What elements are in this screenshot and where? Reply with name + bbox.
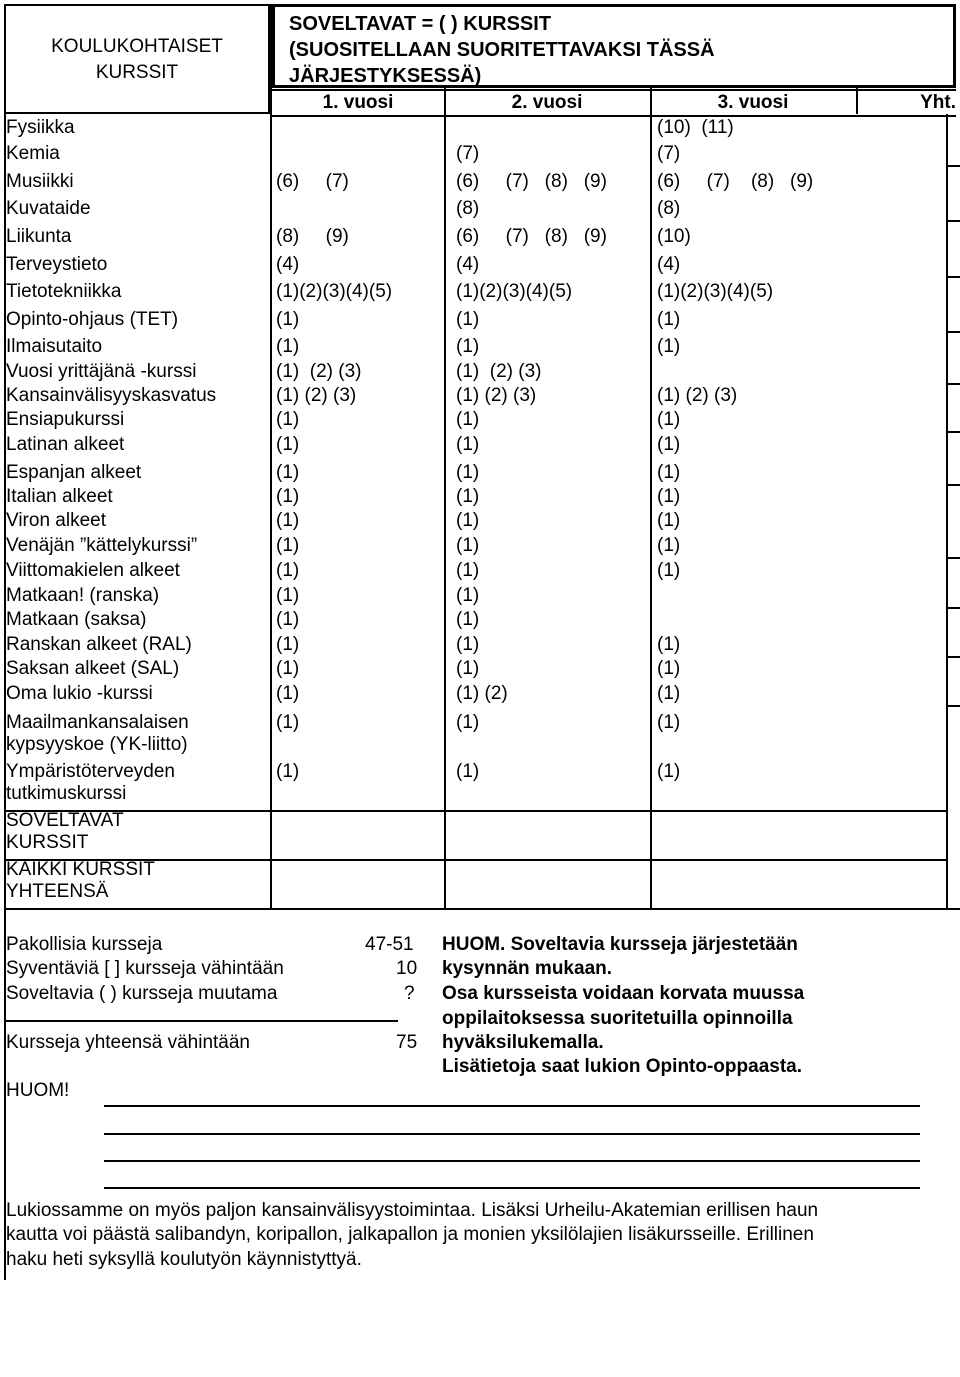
year2-cell: (6) (7) (8) (9): [456, 226, 607, 247]
note-line1: HUOM. Soveltavia kursseja järjestetään: [442, 934, 798, 955]
course-row: [0, 117, 960, 141]
year2-cell: (1): [456, 535, 480, 556]
course-row: [0, 385, 960, 409]
year3-cell: (1) (2) (3): [657, 385, 738, 406]
year3-cell: (6) (7) (8) (9): [657, 171, 814, 192]
year1-cell: (1): [276, 486, 300, 507]
year2-cell: (1): [456, 336, 480, 357]
year3-cell: (1): [657, 434, 681, 455]
applied-courses-label: Soveltavia ( ) kursseja muutama: [6, 983, 278, 1004]
year2-cell: (1): [456, 510, 480, 531]
applied-courses-value: ?: [404, 983, 415, 1004]
total-courses-label: Kursseja yhteensä vähintään: [6, 1032, 250, 1053]
year1-cell: (8) (9): [276, 226, 349, 247]
year2-cell: (1) (2) (3): [456, 385, 537, 406]
year2-cell: (1): [456, 585, 480, 606]
year2-cell: (1): [456, 409, 480, 430]
year3-cell: (1)(2)(3)(4)(5): [657, 281, 774, 302]
course-name: Ranskan alkeet (RAL): [6, 634, 192, 655]
total-entry-line[interactable]: [947, 276, 960, 278]
course-name: Venäjän ”kättelykurssi”: [6, 535, 198, 556]
course-name: Kansainvälisyyskasvatus: [6, 385, 217, 406]
course-row: [0, 560, 960, 584]
course-name: Liikunta: [6, 226, 72, 247]
year1-cell: (1): [276, 535, 300, 556]
course-name: Viittomakielen alkeet: [6, 560, 180, 581]
year3-cell: (1): [657, 683, 681, 704]
course-name: Saksan alkeet (SAL): [6, 658, 180, 679]
year2-cell: (6) (7) (8) (9): [456, 171, 607, 192]
footer-line3: haku heti syksyllä koulutyön käynnistyttyä.: [6, 1249, 362, 1270]
sum-underline: [6, 1020, 398, 1022]
course-row: [0, 171, 960, 195]
year3-cell: (1): [657, 658, 681, 679]
course-row: [0, 281, 960, 305]
notes-line-1[interactable]: [104, 1105, 920, 1107]
grand-total-row: [0, 859, 960, 909]
year1-cell: (1): [276, 761, 300, 782]
note-line2: kysynnän mukaan.: [442, 958, 613, 979]
footer-line1: Lukiossamme on myös paljon kansainvälisyystoimintaa. Lisäksi Urheilu-Akatemian erillisen haun: [6, 1200, 819, 1221]
header-right-line3: JÄRJESTYKSESSÄ): [289, 65, 482, 87]
year3-cell: (1): [657, 510, 681, 531]
year3-cell: (1): [657, 486, 681, 507]
year1-cell: (1): [276, 462, 300, 483]
course-name: Viron alkeet: [6, 510, 106, 531]
notes-line-2[interactable]: [104, 1133, 920, 1135]
year2-cell: (8): [456, 198, 480, 219]
year3-header: 3. vuosi: [650, 89, 856, 117]
course-row: [0, 434, 960, 458]
course-name: Matkaan! (ranska): [6, 585, 160, 606]
year1-cell: (1): [276, 434, 300, 455]
year1-cell: (1): [276, 309, 300, 330]
year1-cell: (1): [276, 658, 300, 679]
year3-cell: (1): [657, 560, 681, 581]
applied-total-row: [0, 810, 960, 860]
year3-cell: (1): [657, 535, 681, 556]
year1-cell: (1): [276, 585, 300, 606]
year3-cell: (10) (11): [657, 117, 734, 138]
table-bottom-border: [4, 908, 960, 910]
year1-cell: (4): [276, 254, 300, 275]
applied-total-label: SOVELTAVAT KURSSIT: [6, 810, 124, 853]
course-row: [0, 585, 960, 609]
year3-cell: (1): [657, 336, 681, 357]
year3-cell: (1): [657, 409, 681, 430]
course-name: Latinan alkeet: [6, 434, 125, 455]
year1-cell: (1): [276, 609, 300, 630]
advanced-courses-label: Syventäviä [ ] kursseja vähintään: [6, 958, 284, 979]
course-name: Kuvataide: [6, 198, 91, 219]
note-line5: hyväksilukemalla.: [442, 1032, 604, 1053]
year2-cell: (1): [456, 609, 480, 630]
year2-cell: (1) (2): [456, 683, 508, 704]
course-row: [0, 761, 960, 811]
course-row: [0, 658, 960, 682]
year1-cell: (1): [276, 336, 300, 357]
year1-cell: (6) (7): [276, 171, 349, 192]
year1-cell: (1): [276, 634, 300, 655]
advanced-courses-value: 10: [396, 958, 418, 979]
course-row: [0, 198, 960, 222]
year1-cell: (1): [276, 510, 300, 531]
total-courses-value: 75: [396, 1032, 418, 1053]
year1-cell: (1): [276, 560, 300, 581]
year1-cell: (1): [276, 409, 300, 430]
year2-cell: (7): [456, 143, 480, 164]
year2-cell: (1): [456, 560, 480, 581]
course-name: Musiikki: [6, 171, 74, 192]
course-row: [0, 510, 960, 534]
grand-total-label: KAIKKI KURSSIT YHTEENSÄ: [6, 859, 155, 902]
year1-cell: (1) (2) (3): [276, 385, 357, 406]
notes-line-4[interactable]: [104, 1187, 920, 1189]
year3-cell: (7): [657, 143, 681, 164]
total-entry-line[interactable]: [947, 431, 960, 433]
school-courses-header: [4, 4, 270, 114]
course-row: [0, 361, 960, 385]
course-name: Tietotekniikka: [6, 281, 122, 302]
applied-courses-header: [272, 4, 956, 88]
note-line3: Osa kursseista voidaan korvata muussa: [442, 983, 805, 1004]
year3-cell: (8): [657, 198, 681, 219]
year2-cell: (1): [456, 486, 480, 507]
year2-cell: (1): [456, 761, 480, 782]
course-name: Italian alkeet: [6, 486, 113, 507]
year2-cell: (1): [456, 712, 480, 733]
year2-header: 2. vuosi: [444, 89, 650, 117]
course-row: [0, 535, 960, 559]
year3-cell: (1): [657, 462, 681, 483]
year2-cell: (4): [456, 254, 480, 275]
course-name: Terveystieto: [6, 254, 108, 275]
year2-cell: (1): [456, 634, 480, 655]
required-courses-value: 47-51: [365, 934, 414, 955]
note-line4: oppilaitoksessa suoritetuilla opinnoilla: [442, 1008, 793, 1029]
course-row: [0, 254, 960, 278]
year3-cell: (1): [657, 712, 681, 733]
course-row: [0, 712, 960, 762]
course-name: Ensiapukurssi: [6, 409, 125, 430]
course-name: Oma lukio -kurssi: [6, 683, 153, 704]
header-right-line2: (SUOSITELLAAN SUORITETTAVAKSI TÄSSÄ: [289, 39, 715, 61]
course-row: [0, 683, 960, 707]
required-courses-label: Pakollisia kursseja: [6, 934, 163, 955]
course-name: Fysiikka: [6, 117, 75, 138]
course-name: Matkaan (saksa): [6, 609, 147, 630]
header-left-line2: KURSSIT: [95, 62, 179, 83]
course-row: [0, 486, 960, 510]
year3-cell: (4): [657, 254, 681, 275]
year2-cell: (1) (2) (3): [456, 361, 542, 382]
year1-cell: (1) (2) (3): [276, 361, 362, 382]
course-row: [0, 462, 960, 486]
note-line6: Lisätietoja saat lukion Opinto-oppaasta.: [442, 1056, 802, 1077]
year2-cell: (1): [456, 434, 480, 455]
notes-line-3[interactable]: [104, 1160, 920, 1162]
course-name: Ilmaisutaito: [6, 336, 103, 357]
course-row: [0, 143, 960, 167]
total-entry-line[interactable]: [947, 331, 960, 333]
footer-line2: kautta voi päästä salibandyn, koripallon, jalkapallon ja monien yksilölajien lisäkursseille. Erillinen: [6, 1224, 814, 1245]
total-entry-line[interactable]: [947, 220, 960, 222]
year3-cell: (1): [657, 309, 681, 330]
header-right-line1: SOVELTAVAT = ( ) KURSSIT: [289, 13, 552, 35]
course-row: [0, 226, 960, 250]
total-entry-line[interactable]: [947, 705, 960, 707]
course-row: [0, 409, 960, 433]
header-left-line1: KOULUKOHTAISET: [51, 36, 223, 57]
year3-cell: (1): [657, 761, 681, 782]
course-name: Ympäristöterveyden tutkimuskurssi: [6, 761, 175, 804]
course-name: Maailmankansalaisen kypsyyskoe (YK-liitto): [6, 712, 189, 755]
course-row: [0, 609, 960, 633]
year1-cell: (1)(2)(3)(4)(5): [276, 281, 393, 302]
course-name: Espanjan alkeet: [6, 462, 142, 483]
huom-label: HUOM!: [6, 1080, 70, 1101]
course-name: Vuosi yrittäjänä -kurssi: [6, 361, 197, 382]
column-divider: [856, 88, 858, 114]
year1-cell: (1): [276, 683, 300, 704]
course-name: Kemia: [6, 143, 60, 164]
year2-cell: (1): [456, 658, 480, 679]
total-header: Yht.: [856, 89, 956, 117]
year2-cell: (1)(2)(3)(4)(5): [456, 281, 573, 302]
total-entry-line[interactable]: [947, 165, 960, 167]
course-row: [0, 634, 960, 658]
year3-cell: (1): [657, 634, 681, 655]
course-row: [0, 309, 960, 333]
course-row: [0, 336, 960, 360]
year1-header: 1. vuosi: [272, 89, 444, 117]
total-entry-line[interactable]: [947, 557, 960, 559]
year1-cell: (1): [276, 712, 300, 733]
year3-cell: (10): [657, 226, 691, 247]
course-name: Opinto-ohjaus (TET): [6, 309, 179, 330]
year2-cell: (1): [456, 462, 480, 483]
year2-cell: (1): [456, 309, 480, 330]
